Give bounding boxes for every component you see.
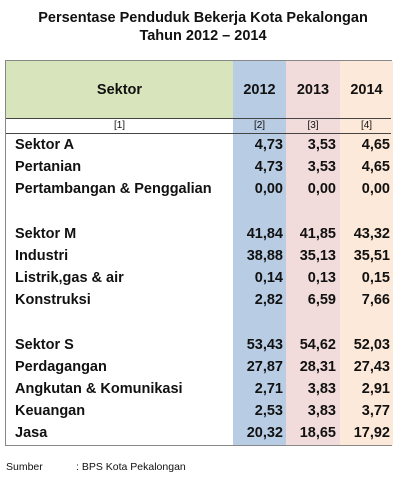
number-row-divider bbox=[6, 133, 391, 134]
value-2013: 0,13 bbox=[307, 270, 336, 286]
value-2014: 3,77 bbox=[361, 403, 390, 419]
value-2014: 4,65 bbox=[361, 137, 390, 153]
value-2012: 2,53 bbox=[254, 403, 283, 419]
row-label: Sektor S bbox=[15, 337, 74, 353]
value-2012: 4,73 bbox=[254, 137, 283, 153]
header-sektor: Sektor bbox=[96, 82, 143, 98]
table-row bbox=[6, 357, 391, 379]
header-2012: 2012 bbox=[243, 82, 276, 98]
table-row bbox=[6, 179, 391, 201]
value-2014: 52,03 bbox=[353, 337, 390, 353]
value-2013: 0,00 bbox=[307, 181, 336, 197]
value-2014: 43,32 bbox=[353, 226, 390, 242]
table-row bbox=[6, 401, 391, 423]
data-table bbox=[5, 60, 392, 446]
table-row bbox=[6, 135, 391, 157]
value-2014: 0,00 bbox=[361, 181, 390, 197]
title-line-1: Persentase Penduduk Bekerja Kota Pekalongan bbox=[38, 10, 368, 26]
row-label: Pertanian bbox=[15, 159, 82, 175]
col-number-4: [4] bbox=[360, 120, 373, 131]
row-label: Konstruksi bbox=[15, 292, 91, 308]
value-2012: 41,84 bbox=[246, 226, 283, 242]
col-number-2: [2] bbox=[253, 120, 266, 131]
value-2014: 27,43 bbox=[353, 359, 390, 375]
header-2014: 2014 bbox=[350, 82, 383, 98]
value-2014: 4,65 bbox=[361, 159, 390, 175]
table-row bbox=[6, 335, 391, 357]
title-line-2: Tahun 2012 – 2014 bbox=[139, 28, 267, 44]
value-2012: 53,43 bbox=[246, 337, 283, 353]
value-2012: 38,88 bbox=[246, 248, 283, 264]
value-2014: 35,51 bbox=[353, 248, 390, 264]
value-2013: 3,83 bbox=[307, 381, 336, 397]
value-2012: 20,32 bbox=[246, 425, 283, 441]
value-2012: 2,71 bbox=[254, 381, 283, 397]
value-2013: 6,59 bbox=[307, 292, 336, 308]
row-label: Keuangan bbox=[15, 403, 86, 419]
value-2014: 2,91 bbox=[361, 381, 390, 397]
table-row bbox=[6, 268, 391, 290]
table-row bbox=[6, 379, 391, 401]
value-2013: 28,31 bbox=[299, 359, 336, 375]
col-number-1: [1] bbox=[113, 120, 126, 131]
row-label: Industri bbox=[15, 248, 69, 264]
value-2013: 18,65 bbox=[299, 425, 336, 441]
value-2012: 0,00 bbox=[254, 181, 283, 197]
row-label: Sektor A bbox=[15, 137, 75, 153]
row-label: Perdagangan bbox=[15, 359, 107, 375]
table-header bbox=[6, 61, 391, 118]
value-2013: 54,62 bbox=[299, 337, 336, 353]
col-number-3: [3] bbox=[307, 120, 319, 131]
source-value: : BPS Kota Pekalongan bbox=[76, 461, 186, 473]
row-label: Jasa bbox=[15, 425, 48, 441]
table-row bbox=[6, 423, 391, 445]
row-label: Sektor M bbox=[15, 226, 77, 242]
value-2013: 41,85 bbox=[299, 226, 336, 242]
header-2013: 2013 bbox=[296, 82, 330, 98]
value-2013: 3,83 bbox=[307, 403, 336, 419]
row-label: Angkutan & Komunikasi bbox=[15, 381, 183, 397]
table-row bbox=[6, 246, 391, 268]
value-2014: 17,92 bbox=[353, 425, 390, 441]
value-2012: 27,87 bbox=[246, 359, 283, 375]
source-note bbox=[6, 461, 186, 473]
value-2013: 35,13 bbox=[299, 248, 336, 264]
header-divider bbox=[6, 118, 391, 119]
source-label: Sumber bbox=[6, 461, 43, 473]
row-label: Listrik,gas & air bbox=[15, 270, 124, 286]
value-2012: 4,73 bbox=[254, 159, 283, 175]
value-2014: 0,15 bbox=[361, 270, 390, 286]
table-row bbox=[6, 157, 391, 179]
value-2012: 2,82 bbox=[254, 292, 283, 308]
value-2012: 0,14 bbox=[254, 270, 283, 286]
value-2013: 3,53 bbox=[307, 137, 336, 153]
page-title bbox=[0, 0, 406, 45]
value-2013: 3,53 bbox=[307, 159, 336, 175]
value-2014: 7,66 bbox=[361, 292, 390, 308]
table-row bbox=[6, 224, 391, 246]
table-row bbox=[6, 290, 391, 312]
row-label: Pertambangan & Penggalian bbox=[15, 181, 212, 197]
